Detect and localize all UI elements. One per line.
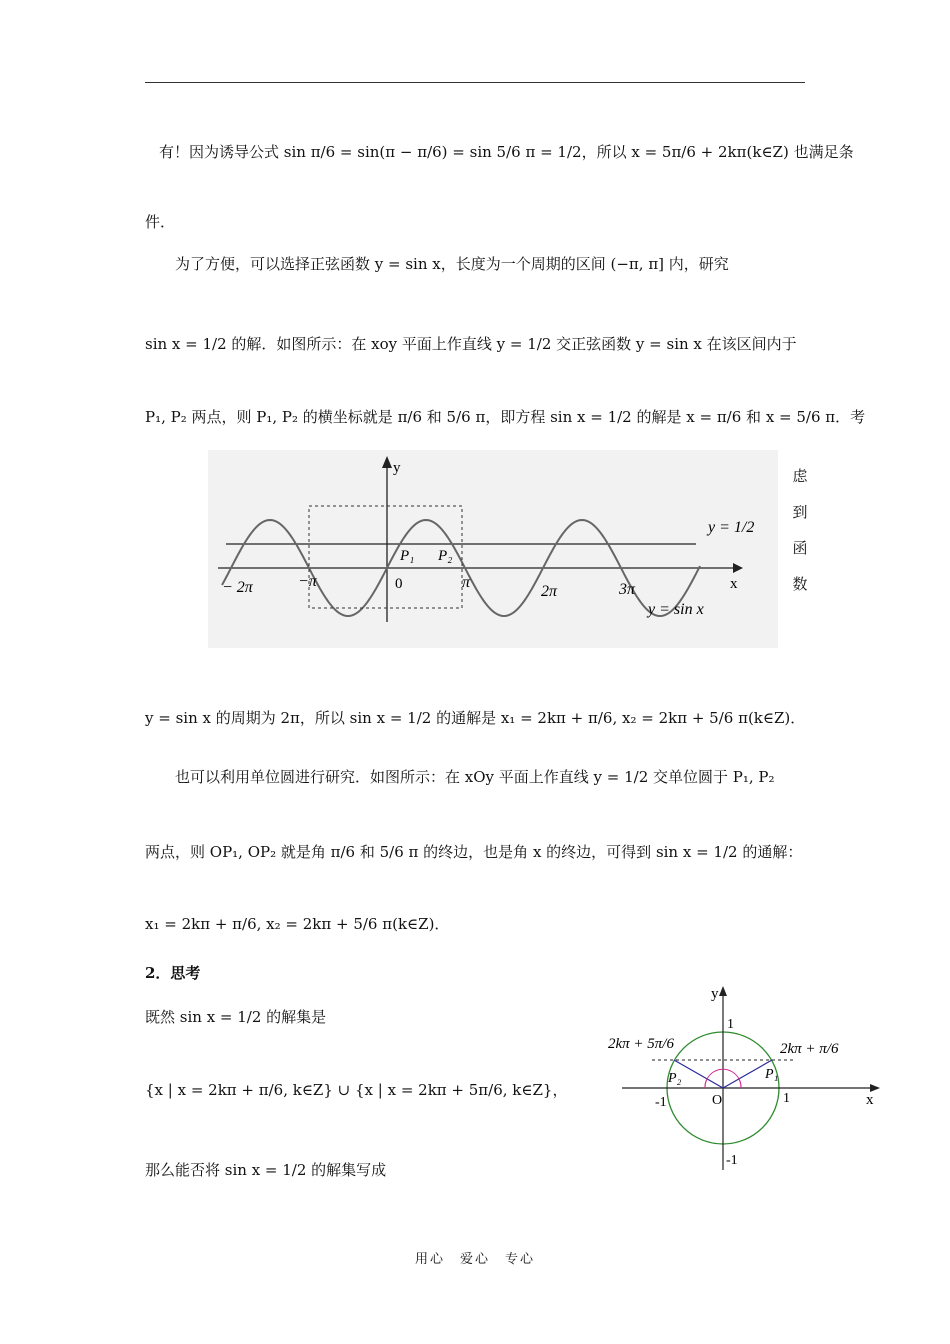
unit-circle-figure [600, 978, 890, 1178]
x-axis-label: x [866, 1092, 874, 1108]
origin-label: O [712, 1093, 723, 1108]
tick-neg-2pi: − 2π [222, 579, 253, 596]
paragraph-5: y = sin x 的周期为 2π，所以 sin x = 1/2 的通解是 x₁ = 2kπ + π/6, x₂ = 2kπ + 5/6 π(k∈Z)． [145, 709, 806, 727]
section-heading: 2．思考 [145, 964, 201, 982]
paragraph-4: P₁, P₂ 两点，则 P₁, P₂ 的横坐标就是 π/6 和 5/6 π，即方程 sin x = 1/2 的解是 x = π/6 和 x = 5/6 π．考 [145, 408, 866, 426]
x-axis-arrow-icon [870, 1084, 880, 1092]
paragraph-1-end: 件． [145, 213, 176, 231]
page-footer: 用心 爱心 专心 [414, 1252, 535, 1267]
tick-pi: π [462, 574, 471, 591]
angle-arc-right [739, 1079, 741, 1088]
section2-line3: 那么能否将 sin x = 1/2 的解集写成 [145, 1161, 387, 1179]
tick-y-neg1: -1 [726, 1153, 738, 1168]
vertical-char: 虑 [792, 467, 808, 485]
y-axis-arrow-icon [719, 986, 727, 996]
tick-x-1: 1 [783, 1091, 790, 1106]
vertical-char: 数 [792, 575, 808, 593]
point-p1-label: P₁ [400, 548, 415, 564]
point-p1-label: P₁ [765, 1067, 779, 1082]
vertical-char: 到 [792, 503, 808, 521]
curve-label: y = sin x [648, 601, 704, 618]
vertical-char: 函 [792, 539, 808, 557]
tick-neg-pi: −π [298, 573, 317, 590]
x-axis-label: x [730, 576, 738, 592]
tick-2pi: 2π [541, 583, 558, 600]
angle-arc-left [705, 1079, 707, 1088]
angle-label-left: 2kπ + 5π/6 [608, 1036, 674, 1052]
angle-label-right: 2kπ + π/6 [780, 1041, 839, 1057]
vertical-text [790, 458, 810, 602]
tick-zero: 0 [395, 576, 403, 592]
point-p2-label: P₂ [438, 548, 453, 564]
paragraph-8: x₁ = 2kπ + π/6, x₂ = 2kπ + 5/6 π(k∈Z)． [145, 915, 450, 933]
sine-figure [208, 450, 778, 648]
paragraph-3: sin x = 1/2 的解．如图所示：在 xoy 平面上作直线 y = 1/2 交正弦函数 y = sin x 在该区间内于 [145, 335, 797, 353]
paragraph-7: 两点，则 OP₁, OP₂ 就是角 π/6 和 5/6 π 的终边，也是角 x 的终边，可得到 sin x = 1/2 的通解： [145, 843, 803, 861]
section2-line2: {x | x = 2kπ + π/6, k∈Z} ∪ {x | x = 2kπ + 5π/6, k∈Z}， [145, 1081, 568, 1099]
paragraph-1: 有！因为诱导公式 sin π/6 = sin(π − π/6) = sin 5/6 π = 1/2，所以 x = 5π/6 + 2kπ(k∈Z) 也满足条 [159, 143, 854, 161]
tick-x-neg1: -1 [655, 1095, 667, 1110]
section2-line1: 既然 sin x = 1/2 的解集是 [145, 1008, 327, 1026]
header-rule [145, 82, 805, 83]
paragraph-2: 为了方便，可以选择正弦函数 y = sin x，长度为一个周期的区间 (−π, π] 内，研究 [175, 255, 729, 273]
point-p2-label: P₂ [668, 1071, 682, 1086]
half-line-label: y = 1/2 [708, 519, 755, 536]
figure-background [208, 450, 778, 648]
y-axis-label: y [393, 460, 401, 476]
tick-3pi: 3π [619, 581, 636, 598]
y-axis-label: y [711, 986, 719, 1002]
tick-y-1: 1 [727, 1017, 734, 1032]
paragraph-6: 也可以利用单位圆进行研究．如图所示：在 xOy 平面上作直线 y = 1/2 交单位圆于 P₁, P₂ [175, 768, 775, 786]
